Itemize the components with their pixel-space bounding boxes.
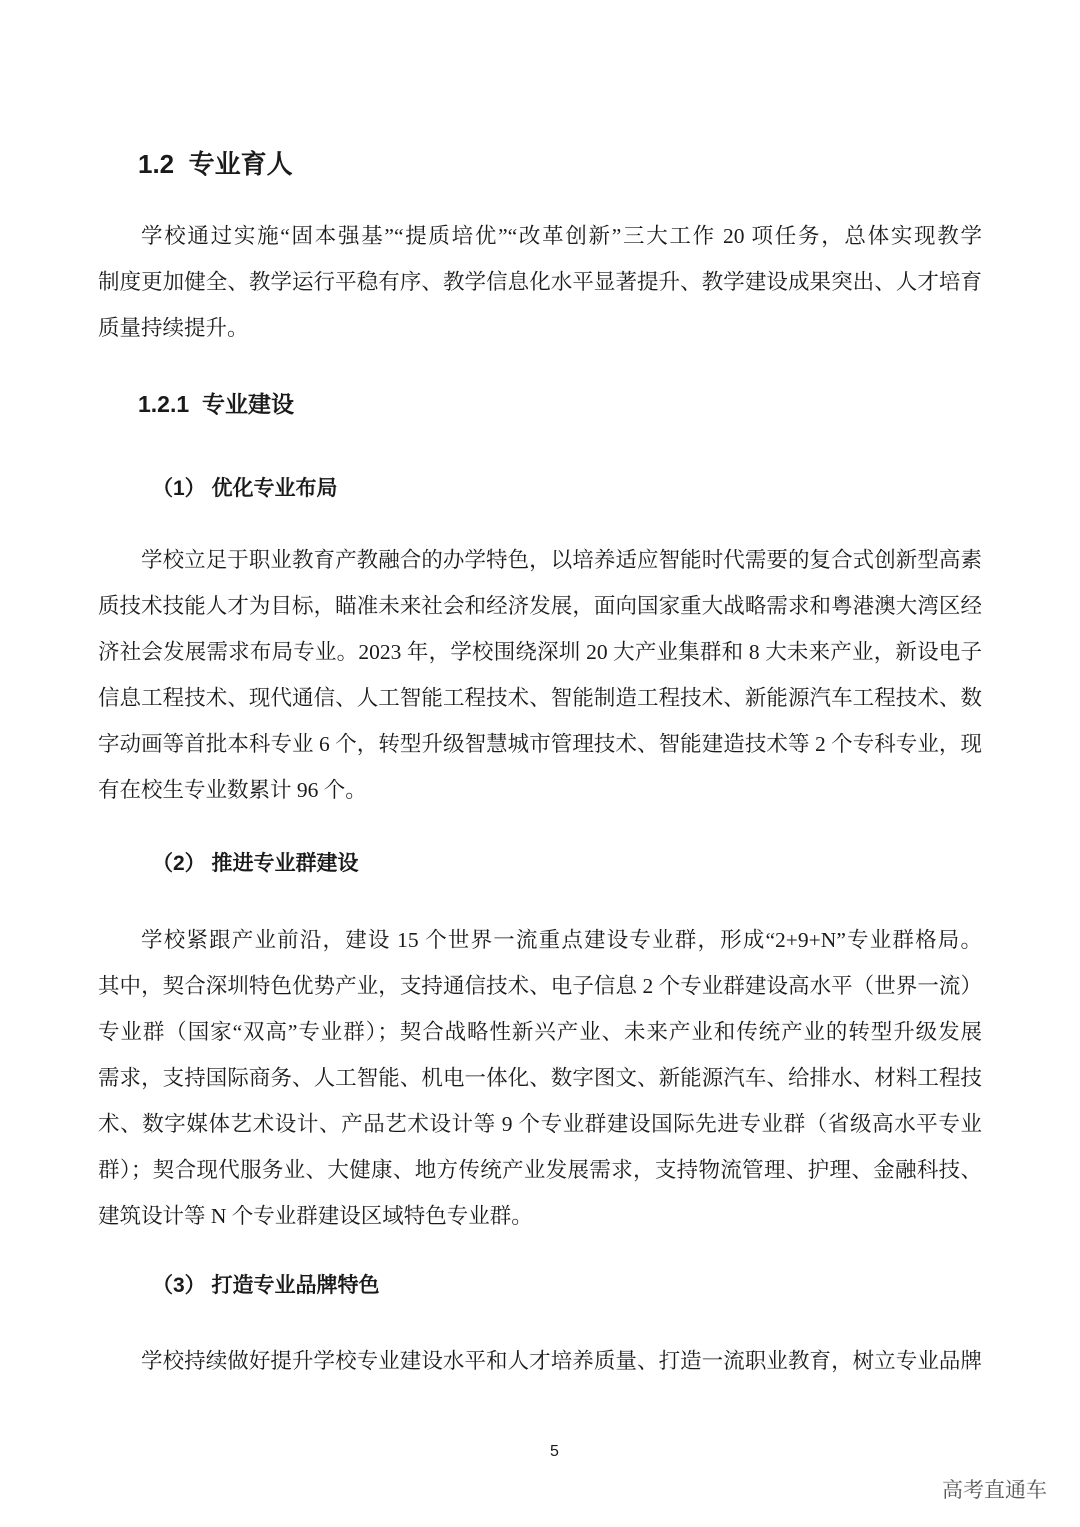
paragraph-line: 字动画等首批本科专业 6 个，转型升级智慧城市管理技术、智能建造技术等 2 个专科专业，现 [98,732,982,756]
item-paragraph [98,1338,982,1384]
item-paragraph [98,537,982,813]
paragraph-line: 信息工程技术、现代通信、人工智能工程技术、智能制造工程技术、新能源汽车工程技术、数 [98,686,982,710]
paragraph-line: 需求，支持国际商务、人工智能、机电一体化、数字图文、新能源汽车、给排水、材料工程技 [98,1066,982,1090]
paragraph-line: 群）；契合现代服务业、大健康、地方传统产业发展需求，支持物流管理、护理、金融科技、 [98,1158,982,1182]
paragraph-line: 制度更加健全、教学运行平稳有序、教学信息化水平显著提升、教学建设成果突出、人才培育 [98,270,982,294]
item-heading: （3） 打造专业品牌特色 [152,1274,380,1297]
section-title: 专业育人 [188,149,293,179]
section-number: 1.2 [138,149,175,179]
paragraph-line: 学校通过实施“固本强基”“提质培优”“改革创新”三大工作 20 项任务，总体实现教学 [141,224,982,248]
paragraph-line: 质量持续提升。 [98,316,249,340]
paragraph-line: 学校紧跟产业前沿，建设 15 个世界一流重点建设专业群，形成“2+9+N”专业群格局。 [141,928,982,952]
paragraph-line: 济社会发展需求布局专业。2023 年，学校围绕深圳 20 大产业集群和 8 大未来产业，新设电子 [98,640,982,664]
section-heading [138,144,1022,181]
intro-paragraph [98,213,982,351]
paragraph-line: 有在校生专业数累计 96 个。 [98,778,367,802]
item-heading: （2） 推进专业群建设 [152,852,359,875]
paragraph-line: 术、数字媒体艺术设计、产品艺术设计等 9 个专业群建设国际先进专业群（省级高水平专业 [98,1112,982,1136]
subsection-heading [138,386,1022,419]
paragraph-line: 建筑设计等 N 个专业群建设区域特色专业群。 [98,1204,533,1228]
subsection-number: 1.2.1 [138,391,190,417]
paragraph-line: 专业群（国家“双高”专业群）；契合战略性新兴产业、未来产业和传统产业的转型升级发展 [98,1020,982,1044]
paragraph-line: 质技术技能人才为目标，瞄准未来社会和经济发展，面向国家重大战略需求和粤港澳大湾区经 [98,594,982,618]
item-heading: （1） 优化专业布局 [152,477,338,500]
paragraph-line: 学校立足于职业教育产教融合的办学特色，以培养适应智能时代需要的复合式创新型高素 [141,548,982,572]
paragraph-line: 其中，契合深圳特色优势产业，支持通信技术、电子信息 2 个专业群建设高水平（世界一流） [98,974,982,998]
item-paragraph [98,917,982,1239]
subsection-title: 专业建设 [201,391,294,417]
watermark: 高考直通车 [942,1479,1047,1502]
page-number: 5 [550,1443,559,1460]
paragraph-line: 学校持续做好提升学校专业建设水平和人才培养质量、打造一流职业教育，树立专业品牌 [141,1349,982,1373]
